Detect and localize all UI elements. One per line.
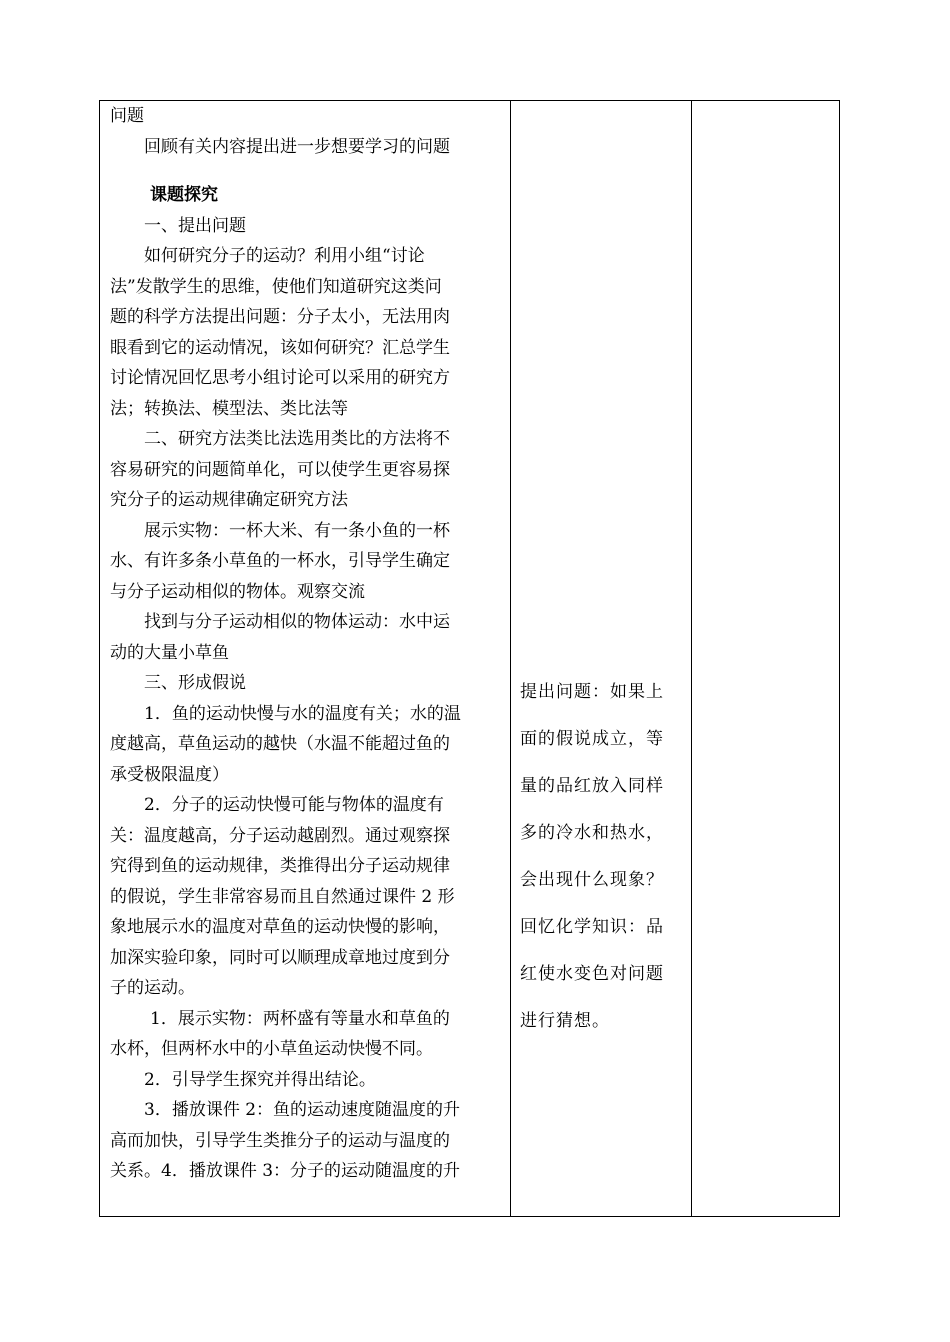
content-line: 2．分子的运动快慢可能与物体的温度有	[144, 795, 444, 815]
content-line: 1．鱼的运动快慢与水的温度有关；水的温	[144, 703, 461, 724]
content-line: 水杯，但两杯水中的小草鱼运动快慢不同。	[110, 1039, 433, 1059]
content-line: 展示实物：一杯大米、有一条小鱼的一杯	[144, 520, 450, 541]
spacer	[110, 162, 502, 180]
content-line: 讨论情况回忆思考小组讨论可以采用的研究方	[110, 368, 450, 388]
content-line: 象地展示水的温度对草鱼的运动快慢的影响，	[110, 917, 450, 937]
side-note-line: 回忆化学知识：品	[520, 917, 664, 937]
content-line: 究得到鱼的运动规律，类推得出分子运动规律	[110, 856, 450, 876]
side-note-line: 量的品红放入同样	[520, 776, 664, 796]
content-line: 子的运动。	[110, 978, 195, 998]
content-line: 三、形成假说	[144, 673, 246, 693]
content-line: 与分子运动相似的物体。观察交流	[110, 581, 365, 602]
content-line: 回顾有关内容提出进一步想要学习的问题	[144, 136, 450, 157]
content-line: 容易研究的问题简单化，可以使学生更容易探	[110, 459, 450, 480]
side-note-line: 提出问题：如果上	[520, 682, 664, 702]
content-line: 眼看到它的运动情况，该如何研究？汇总学生	[110, 337, 450, 358]
content-line: 题的科学方法提出问题：分子太小，无法用肉	[110, 307, 450, 327]
content-line: 法；转换法、模型法、类比法等	[110, 398, 348, 419]
content-line: 1．展示实物：两杯盛有等量水和草鱼的	[150, 1008, 450, 1029]
content-line: 关：温度越高，分子运动越剧烈。通过观察探	[110, 825, 450, 846]
side-note-line: 面的假说成立，等	[520, 729, 664, 749]
content-line: 如何研究分子的运动？利用小组“讨论	[144, 246, 425, 266]
column-divider	[691, 101, 692, 1216]
content-line: 加深实验印象，同时可以顺理成章地过度到分	[110, 947, 450, 968]
content-line: 关系。4．播放课件 3：分子的运动随温度的升	[110, 1161, 461, 1181]
content-line: 问题	[110, 106, 144, 126]
content-line: 二、研究方法类比法选用类比的方法将不	[144, 429, 450, 449]
content-line: 度越高，草鱼运动的越快（水温不能超过鱼的	[110, 734, 450, 754]
content-line: 一、提出问题	[144, 215, 246, 236]
content-line: 高而加快，引导学生类推分子的运动与温度的	[110, 1130, 450, 1151]
teaching-content-column	[110, 101, 502, 1187]
lesson-plan-table	[99, 100, 840, 1217]
side-note-line: 多的冷水和热水，	[520, 823, 664, 843]
content-line: 法”发散学生的思维，使他们知道研究这类问	[110, 276, 442, 297]
content-line: 找到与分子运动相似的物体运动：水中运	[144, 612, 450, 632]
column-divider	[510, 101, 511, 1216]
content-line: 2．引导学生探究并得出结论。	[144, 1069, 376, 1090]
content-line: 究分子的运动规律确定研究方法	[110, 490, 348, 510]
content-line: 承受极限温度）	[110, 764, 229, 785]
section-heading: 课题探究	[150, 185, 218, 205]
content-line: 动的大量小草鱼	[110, 642, 229, 663]
side-note-line: 红使水变色对问题	[520, 964, 664, 984]
side-note-line: 进行猜想。	[520, 1011, 610, 1031]
content-line: 水、有许多条小草鱼的一杯水，引导学生确定	[110, 551, 450, 571]
content-line: 3．播放课件 2：鱼的运动速度随温度的升	[144, 1100, 461, 1120]
side-note-line: 会出现什么现象？	[520, 870, 664, 890]
design-intent-column	[520, 669, 688, 1045]
content-line: 的假说，学生非常容易而且自然通过课件 2 形	[110, 886, 455, 907]
